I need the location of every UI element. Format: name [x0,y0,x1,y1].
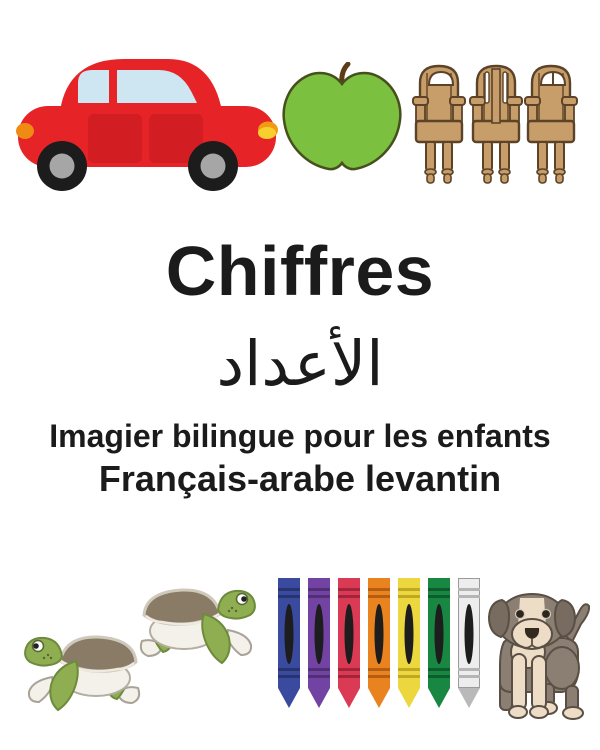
turtle-left [25,637,139,710]
crayon-blue [278,578,300,708]
crayons-illustration [278,578,480,708]
car-taillight [16,123,34,139]
crayon-green [428,578,450,708]
car-rear-window [78,70,109,103]
puppy-dog-illustration [476,592,590,720]
green-apple-illustration [279,62,405,178]
crayon-yellow [398,578,420,708]
dog-ear-left [489,600,509,637]
apple-body [284,73,401,169]
title-french: Chiffres [165,232,435,310]
crayon-red [338,578,360,708]
red-car-illustration [16,53,278,193]
turtle-right [141,590,255,663]
title-arabic: الأعداد [216,327,384,400]
subtitle: Imagier bilingue pour les enfants [49,418,551,454]
dog-ear-right [555,600,575,637]
two-sea-turtles-illustration [10,583,260,715]
crayon-purple [308,578,330,708]
dog-eye [516,610,525,619]
dog-eye [542,610,551,619]
language-pair: Français-arabe levantin [98,458,502,499]
crayon-orange [368,578,390,708]
three-wooden-chairs-illustration [412,61,579,195]
